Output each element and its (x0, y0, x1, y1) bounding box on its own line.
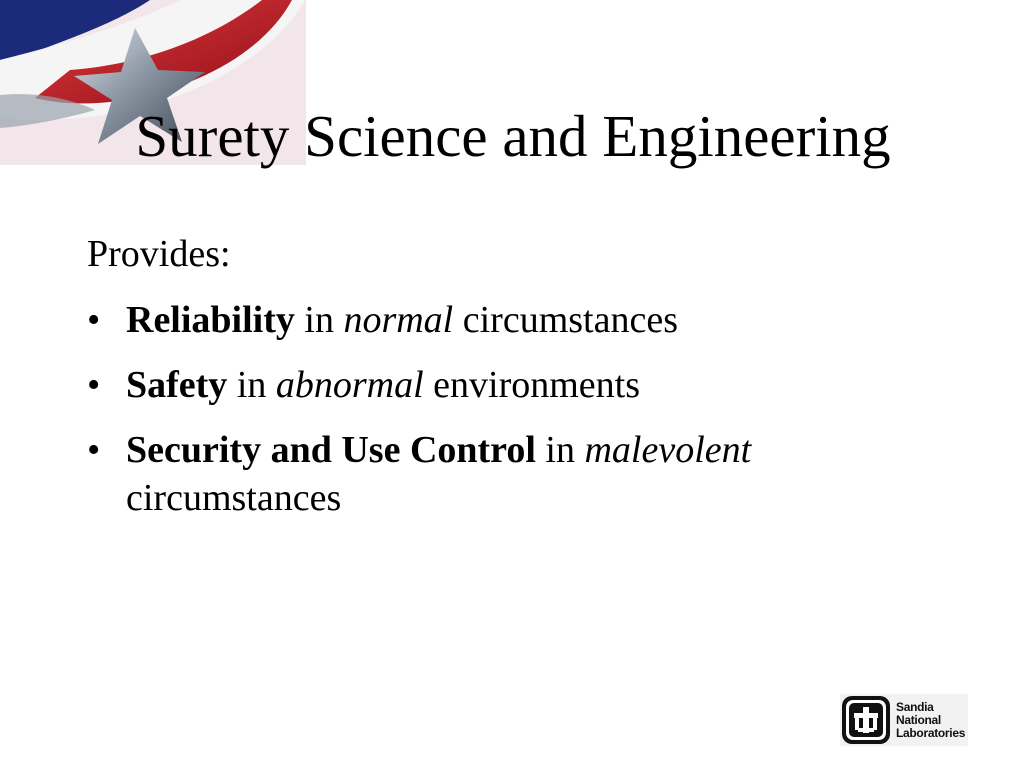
sandia-thunderbird-icon (842, 696, 890, 744)
intro-text: Provides: (87, 233, 231, 275)
bullet-term: Security and Use Control (126, 429, 536, 471)
bullet-tail: circumstances (126, 477, 342, 519)
bullet-connector: in (227, 364, 276, 406)
slide-body (87, 231, 947, 540)
bullet-tail: circumstances (453, 299, 678, 341)
bullet-condition: normal (343, 299, 454, 341)
bullet-line-1 (126, 427, 947, 473)
bullet-list (87, 297, 947, 521)
logo-line-national: National (896, 712, 941, 727)
bullet-line-2 (126, 475, 947, 521)
bullet-term: Reliability (126, 299, 295, 341)
logo-line-sandia: Sandia (896, 699, 934, 714)
bullet-condition: abnormal (275, 364, 424, 406)
bullet-icon: • (87, 364, 101, 406)
bullet-item-safety (87, 362, 947, 408)
bullet-icon: • (87, 299, 101, 341)
bullet-tail: environments (423, 364, 641, 406)
bullet-item-reliability (87, 297, 947, 343)
logo-text (896, 701, 965, 740)
bullet-item-security (87, 427, 947, 521)
bullet-connector: in (535, 429, 585, 471)
sandia-logo (840, 694, 968, 746)
logo-line-laboratories: Laboratories (896, 725, 966, 740)
slide-title: Surety Science and Engineering (135, 103, 891, 169)
bullet-connector: in (294, 299, 344, 341)
bullet-condition: malevolent (584, 429, 752, 471)
bullet-icon: • (87, 429, 101, 471)
bullet-term: Safety (126, 364, 228, 406)
